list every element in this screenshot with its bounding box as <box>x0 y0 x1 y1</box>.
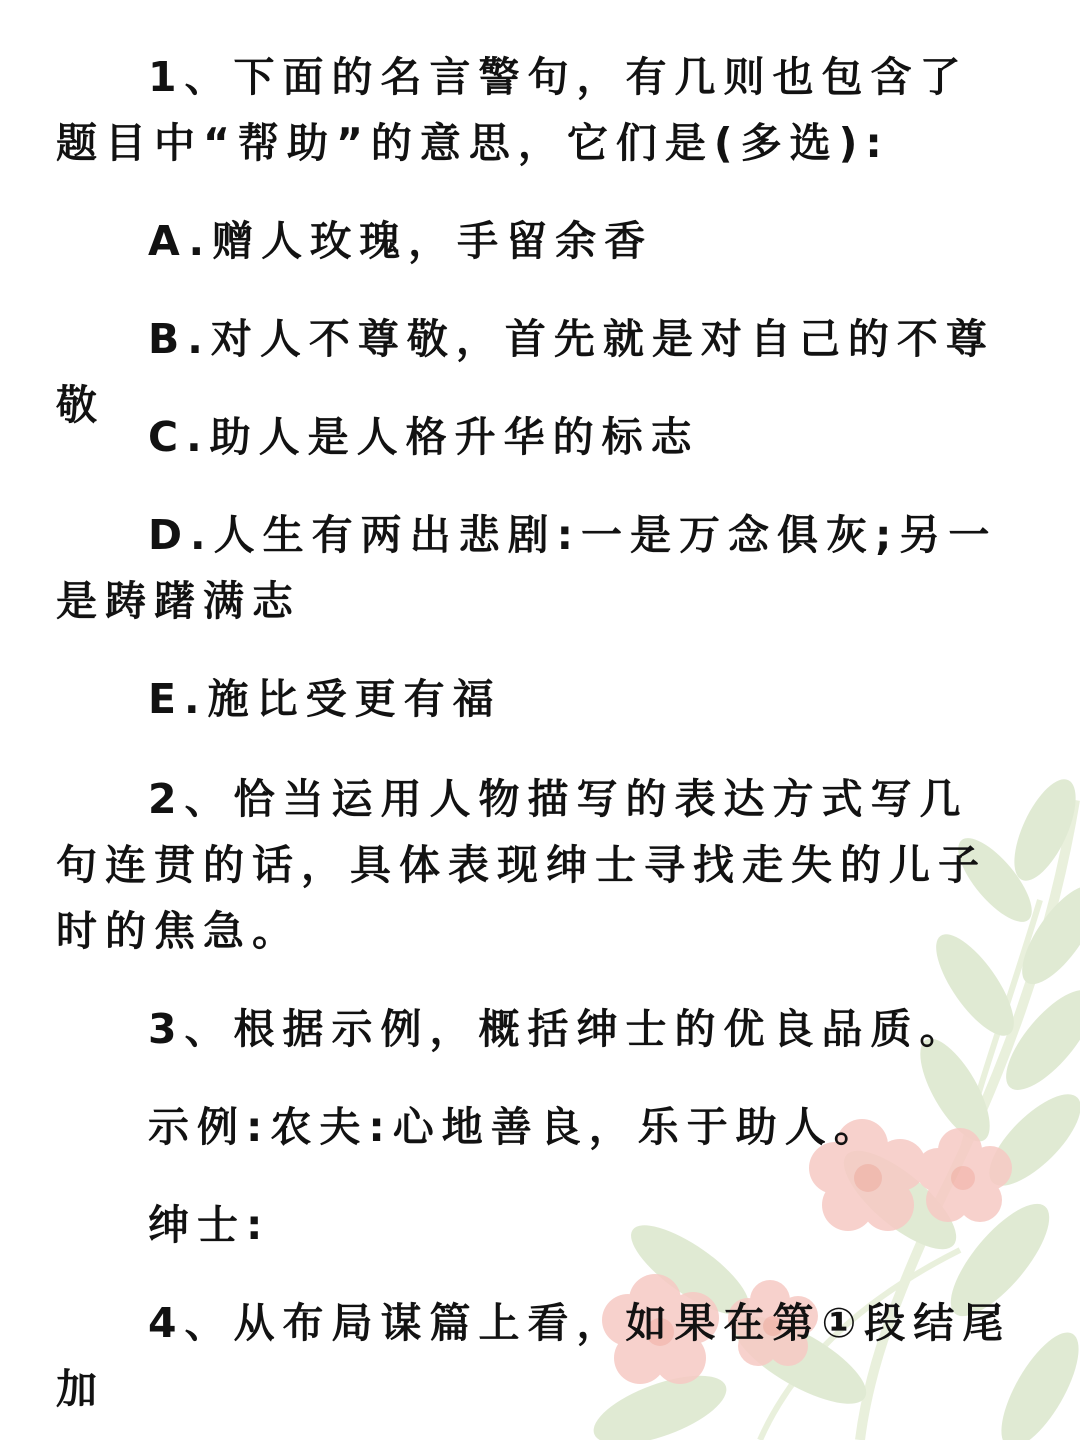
question-2-text: 2、恰当运用人物描写的表达方式写几句连贯的话，具体表现绅士寻找走失的儿子时的焦急。 <box>56 775 987 955</box>
question-4-text: 4、从布局谋篇上看，如果在第①段结尾加 <box>56 1299 1012 1413</box>
option-e-text: E.施比受更有福 <box>148 675 502 723</box>
question-1-text: 1、下面的名言警句，有几则也包含了题目中“帮助”的意思，它们是(多选): <box>56 53 969 167</box>
question-3-text: 3、根据示例，概括绅士的优良品质。 <box>148 1005 969 1053</box>
gentleman-label: 绅士: <box>148 1201 271 1249</box>
option-c-text: C.助人是人格升华的标志 <box>148 413 700 461</box>
example-text: 示例:农夫:心地善良，乐于助人。 <box>148 1103 883 1151</box>
option-a-text: A.赠人玫瑰，手留余香 <box>148 217 654 265</box>
option-b-text: B.对人不尊敬，首先就是对自己的不尊敬 <box>56 315 995 429</box>
option-d-text: D.人生有两出悲剧:一是万念俱灰;另一是踌躇满志 <box>56 511 998 625</box>
